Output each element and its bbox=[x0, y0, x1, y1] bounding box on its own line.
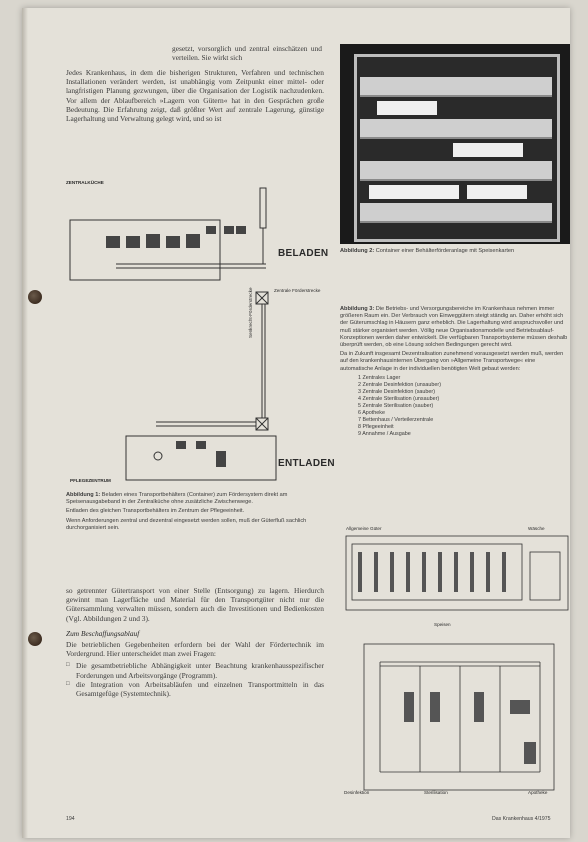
paragraph-2-block bbox=[66, 586, 324, 698]
legend-item: 7 Bettenhaus / Verteilerzentrale bbox=[358, 416, 434, 423]
punch-hole bbox=[28, 290, 42, 304]
fig1-caption-2: Entladen des gleichen Transportbehälters im Zentrum der Pflegeeinheit. bbox=[66, 508, 245, 515]
figure-3-caption bbox=[340, 306, 570, 438]
legend-item: 2 Zentrale Desinfektion (unsauber) bbox=[358, 381, 441, 388]
label-entladen: ENTLADEN bbox=[278, 458, 335, 469]
punch-hole bbox=[28, 632, 42, 646]
legend-item: 6 Apotheke bbox=[358, 409, 385, 416]
container-frame bbox=[354, 54, 560, 242]
fig3-caption-2: Da in Zukunft insgesamt Dezentralisation zunehmend vorausgesetzt werden muß, werden auf den krankenhausinternen Übergang von »Allgemeine Transportwege« eine automatische Anlage in der individuellen benötigten Welt gebaut werden: bbox=[340, 351, 564, 372]
bullet-list bbox=[66, 661, 324, 698]
figure-3 bbox=[344, 526, 570, 806]
fig1-caption-title: Abbildung 1: bbox=[66, 492, 101, 498]
fig1-caption-3: Wenn Anforderungen zentral und dezentral eingesetzt werden sollen, muß der Güterfluß sachlich durchorganisiert sein. bbox=[66, 517, 307, 531]
figure-2-photo bbox=[340, 44, 570, 244]
label-beladen: BELADEN bbox=[278, 248, 329, 259]
label-allgemeine-gueter: Allgemeine Güter bbox=[346, 526, 382, 531]
section-heading: Zum Beschaffungsablauf bbox=[66, 628, 140, 638]
label-pflegezentrum: PFLEGEZENTRUM bbox=[70, 478, 111, 483]
paragraph-2: so getrennter Gütertransport von einer Stelle (Entsorgung) zu lagern. Hierdurch gewinnt man Lagerfläche und Material für den Transportgüter nicht nur die Gütersammlung verwalten müssen, sondern auch die Investitionen und Bedienkosten (Vgl. Abbildungen 2 und 3). bbox=[66, 586, 324, 623]
legend-item: 1 Zentrales Lager bbox=[358, 374, 401, 381]
label-vertical-conveyor: Senkrecht-Förderstrecke bbox=[248, 287, 253, 338]
legend-item: 8 Pflegeeinheit bbox=[358, 423, 394, 430]
legend-item: 9 Annahme / Ausgabe bbox=[358, 430, 411, 437]
bullet-item: □ die Integration von Arbeitsabläufen und einzelnen Transportmitteln in das Gesamtgefüge (Systemtechnik). bbox=[76, 680, 324, 698]
intro-text-block bbox=[172, 44, 322, 65]
label-sterilisation: Sterilisation bbox=[424, 790, 448, 795]
label-zentralkueche: ZENTRALKÜCHE bbox=[66, 180, 104, 185]
document-page bbox=[22, 8, 570, 838]
figure-3-diagram bbox=[344, 532, 570, 802]
label-waesche: Wäsche bbox=[528, 526, 545, 531]
fig3-caption-body: Die Betriebs- und Versorgungsbereiche im Krankenhaus nehmen immer größeren Raum ein. Der Verbrauch von Einweggütern steigt ständig an. Daher erhöht sich der Güterumschlag in Häusern ganz erheblich. Die Lagerhaltung wird anspruchsvoller und muß stärker organisiert werden. Völlig neue Organisationsmodelle und Betriebsablauf-Konzeptionen werden daher entwickelt. Die verfügbaren Transportsysteme müssen deshalb überprüft werden, ob eine Lösung solchen Bedingungen gerecht wird. bbox=[340, 306, 568, 349]
label-zentrale-foerderstrecke: Zentrale Förderstrecke bbox=[274, 288, 321, 293]
label-apotheke: Apotheke bbox=[528, 790, 548, 795]
paragraph-1-block bbox=[66, 68, 324, 126]
paragraph-1: Jedes Krankenhaus, in dem die bisherigen Strukturen, Verfahren und technischen Installationen verändert werden, ist unabhängig vom Zeitpunkt einer mittel- oder langfristigen Planung gezwungen, über die Organisation der Logistik nachzudenken. Vor allem der Ablaufbereich »Lagern von Gütern« hat in den Gesprächen große Bedeutung. Die Erfahrung zeigt, daß größter Wert auf zentrale Lagerung, günstige Lagerhaltung und Verwaltung gelegt wird, und so ist bbox=[66, 68, 324, 124]
figure-1-caption bbox=[66, 492, 324, 534]
figure-1 bbox=[66, 178, 335, 488]
fig3-caption-title: Abbildung 3: bbox=[340, 306, 375, 312]
binding-gutter bbox=[22, 8, 28, 838]
fig1-caption-body: Beladen eines Transportbehälters (Container) zum Fördersystem direkt am Speisenausgabeband in der Zentralküche ohne zusätzliche Zwischenwege. bbox=[66, 492, 288, 506]
legend-item: 4 Zentrale Sterilisation (unsauber) bbox=[358, 395, 440, 402]
legend-item: 5 Zentrale Sterilisation (sauber) bbox=[358, 402, 434, 409]
fig2-caption-title: Abbildung 2: bbox=[340, 248, 375, 254]
page-number: 194 bbox=[66, 816, 75, 822]
bullet-item: □ Die gesamtbetriebliche Abhängigkeit unter Beachtung krankenhausspezifischer Forderungen und Arbeitsvorgänge (Programm). bbox=[76, 661, 324, 679]
figure-2-caption bbox=[340, 248, 570, 257]
journal-name: Das Krankenhaus 4/1975 bbox=[492, 816, 551, 822]
legend-item: 3 Zentrale Desinfektion (sauber) bbox=[358, 388, 436, 395]
paragraph-3: Die betrieblichen Gegebenheiten erfordern bei der Wahl der Fördertechnik im Vordergrund. Hier unterscheidet man zwei Fragen: bbox=[66, 640, 324, 659]
label-desinfektion: Desinfektion bbox=[344, 790, 370, 795]
fig3-legend bbox=[340, 375, 570, 438]
figure-1-diagram bbox=[66, 186, 329, 486]
intro-text: gesetzt, vorsorglich und zentral einschätzen und verteilen. Sie wirkt sich bbox=[172, 44, 322, 63]
label-speisen: Speisen bbox=[434, 622, 451, 627]
fig2-caption-body: Container einer Behälterförderanlage mit Speisenkarten bbox=[375, 248, 515, 254]
